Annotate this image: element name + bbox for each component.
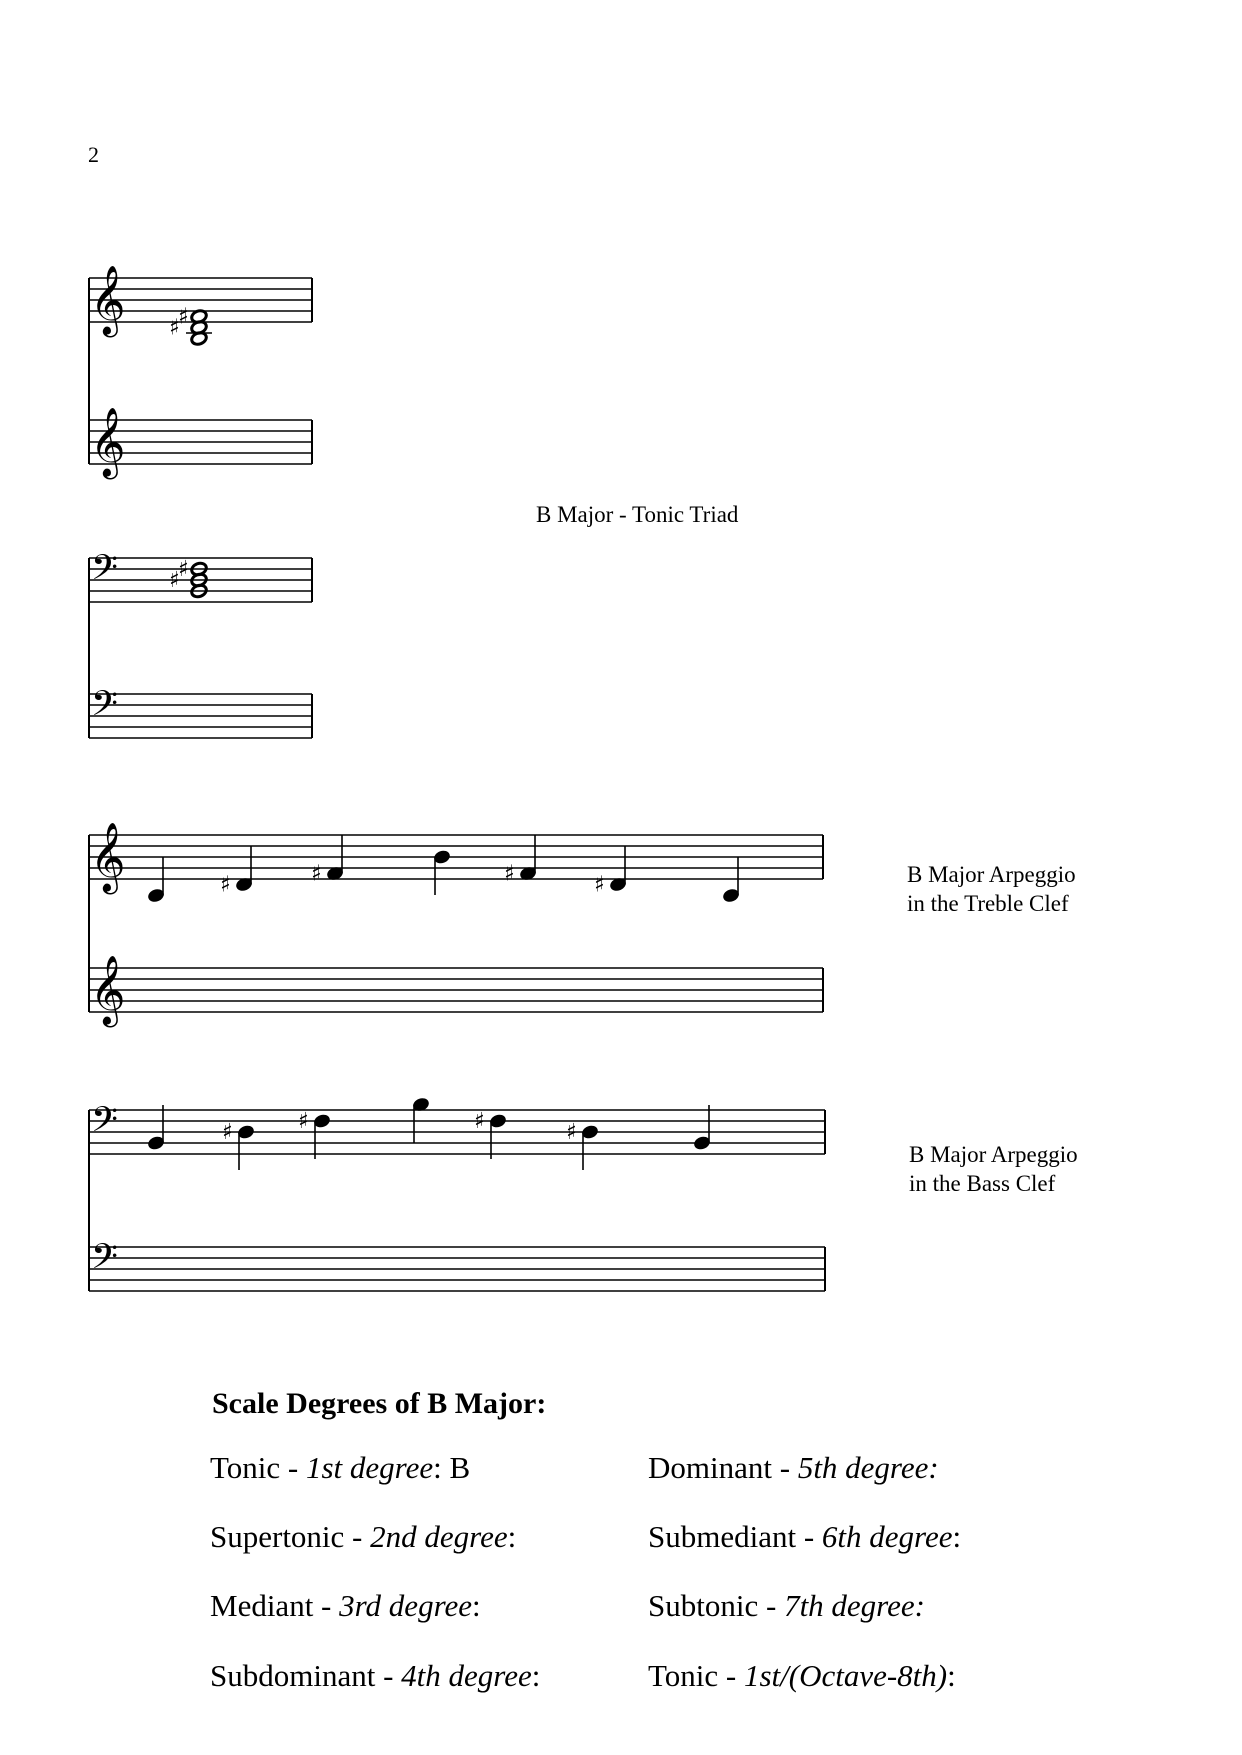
bass-clef-icon: 𝄢: [91, 1236, 119, 1285]
degree-2: Supertonic - 2nd degree:: [210, 1519, 517, 1554]
sharp-icon: ♯: [566, 1120, 577, 1145]
degree-5: Dominant - 5th degree:: [648, 1450, 939, 1485]
degree-6: Submediant - 6th degree:: [648, 1519, 962, 1554]
sharp-icon: ♯: [474, 1109, 485, 1134]
sharp-icon: ♯: [169, 568, 180, 593]
sharp-icon: ♯: [220, 872, 231, 898]
sharp-icon: ♯: [178, 557, 189, 582]
page-number: 2: [88, 142, 99, 167]
degree-1: Tonic - 1st degree: B: [210, 1450, 471, 1485]
sharp-icon: ♯: [311, 861, 322, 887]
system-4-bass-arpeggio: [89, 1110, 825, 1291]
bass-clef-icon: 𝄢: [91, 547, 119, 596]
caption-line: B Major Arpeggio: [907, 862, 1076, 887]
bass-arpeggio-caption: [909, 1140, 1078, 1198]
sharp-icon: ♯: [594, 872, 605, 898]
degree-4: Subdominant - 4th degree:: [210, 1658, 541, 1693]
treble-clef-icon: 𝄞: [90, 265, 126, 335]
sharp-icon: ♯: [222, 1120, 233, 1145]
treble-clef-icon: 𝄞: [90, 955, 126, 1025]
degree-3: Mediant - 3rd degree:: [210, 1588, 481, 1623]
treble-clef-icon: 𝄞: [90, 407, 126, 477]
system-3-treble-arpeggio: [89, 835, 823, 1012]
degree-8: Tonic - 1st/(Octave-8th):: [648, 1658, 956, 1693]
sharp-icon: ♯: [504, 861, 515, 887]
bass-clef-icon: 𝄢: [91, 683, 119, 732]
scale-degrees-heading: Scale Degrees of B Major:: [212, 1387, 547, 1420]
bass-clef-icon: 𝄢: [91, 1099, 119, 1148]
caption-line: B Major Arpeggio: [909, 1142, 1078, 1167]
sharp-icon: ♯: [169, 315, 180, 341]
treble-clef-icon: 𝄞: [90, 822, 126, 892]
caption-line: in the Bass Clef: [909, 1171, 1056, 1196]
sharp-icon: ♯: [298, 1109, 309, 1134]
sharp-icon: ♯: [178, 304, 189, 330]
caption-line: in the Treble Clef: [907, 891, 1069, 916]
treble-arpeggio-caption: [907, 860, 1076, 918]
degree-7: Subtonic - 7th degree:: [648, 1588, 925, 1623]
triad-caption: B Major - Tonic Triad: [536, 502, 739, 527]
